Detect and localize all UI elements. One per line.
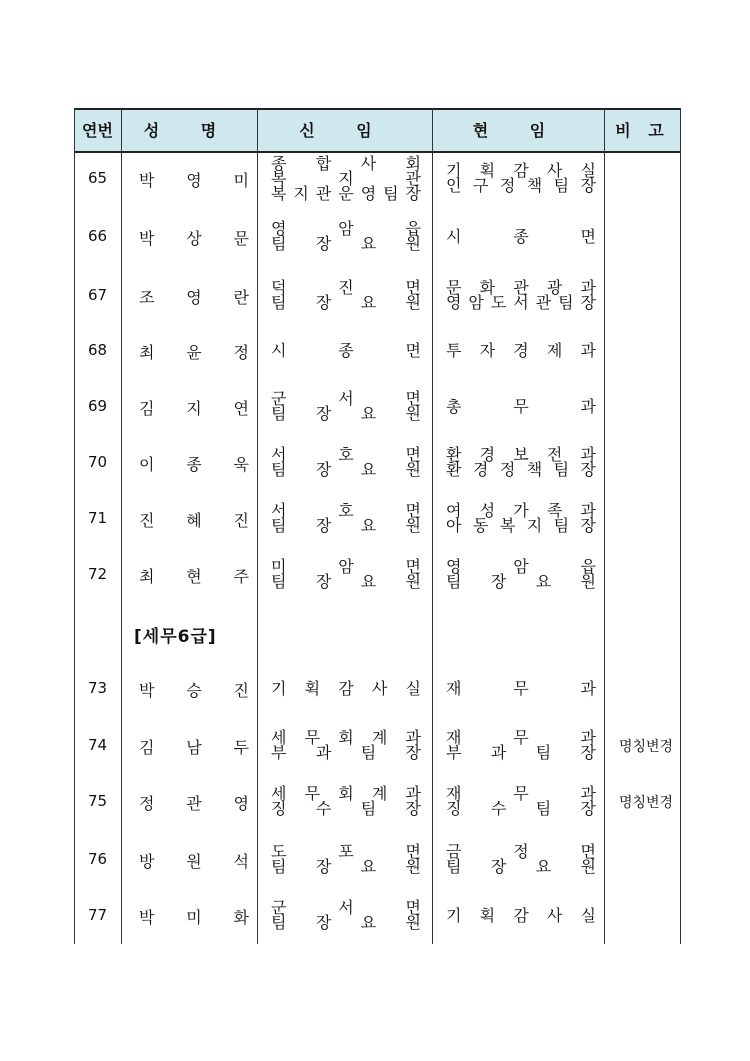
position-line: 기 획 감 사 실 bbox=[446, 161, 596, 180]
header-note: 비 고 bbox=[615, 121, 670, 140]
position-line: 세 무 회 계 과 bbox=[271, 784, 421, 803]
section-label: [세무6급] bbox=[134, 627, 217, 647]
position-line: 군 서 면 bbox=[271, 898, 421, 917]
position-line: 팀 장 요 원 bbox=[446, 857, 596, 876]
position-line: 영 암 읍 bbox=[271, 219, 421, 238]
col-line bbox=[432, 108, 433, 944]
row-number: 65 bbox=[87, 169, 108, 187]
current-position bbox=[446, 163, 596, 193]
row-number: 77 bbox=[87, 906, 108, 924]
header-border bbox=[74, 151, 681, 153]
position-line: 인 구 정 책 팀 장 bbox=[446, 176, 596, 195]
position-line: 영 암 읍 bbox=[446, 557, 596, 576]
col-line bbox=[680, 108, 681, 944]
new-position bbox=[271, 730, 421, 760]
current-position bbox=[446, 396, 596, 416]
position-line: 팀 장 요 원 bbox=[271, 572, 421, 591]
position-line: 세 무 회 계 과 bbox=[271, 728, 421, 747]
row-number: 68 bbox=[87, 341, 108, 359]
row-number: 70 bbox=[87, 453, 108, 471]
new-position bbox=[271, 844, 421, 874]
row-number: 75 bbox=[87, 792, 108, 810]
position-line: 종 합 사 회 bbox=[271, 153, 421, 173]
position-line: 영 암 도 서 관 팀 장 bbox=[446, 293, 596, 312]
current-position bbox=[446, 340, 596, 360]
position-line: 팀 장 요 원 bbox=[446, 572, 596, 591]
current-position bbox=[446, 905, 596, 925]
new-position bbox=[271, 503, 421, 533]
personnel-table bbox=[74, 108, 681, 944]
position-line: 덕 진 면 bbox=[271, 278, 421, 297]
position-line: 시 종 면 bbox=[271, 340, 421, 360]
position-line: 총 무 과 bbox=[446, 396, 596, 416]
position-line: 복 지 관 bbox=[271, 168, 421, 188]
row-number: 72 bbox=[87, 565, 108, 583]
position-line: 재 무 과 bbox=[446, 678, 596, 698]
person-name: 이 종 욱 bbox=[139, 455, 249, 474]
new-position bbox=[271, 153, 421, 203]
new-position bbox=[271, 391, 421, 421]
position-line: 징 수 팀 장 bbox=[271, 799, 421, 818]
new-position bbox=[271, 340, 421, 360]
current-position bbox=[446, 844, 596, 874]
position-line: 팀 장 요 원 bbox=[271, 234, 421, 253]
person-name: 진 혜 진 bbox=[139, 511, 249, 530]
current-position bbox=[446, 503, 596, 533]
position-line: 미 암 면 bbox=[271, 557, 421, 576]
new-position bbox=[271, 280, 421, 310]
row-number: 67 bbox=[87, 286, 108, 304]
row-number: 73 bbox=[87, 679, 108, 697]
position-line: 재 무 과 bbox=[446, 784, 596, 803]
current-position bbox=[446, 280, 596, 310]
header-num: 연번 bbox=[82, 121, 113, 140]
new-position bbox=[271, 900, 421, 930]
new-position bbox=[271, 221, 421, 251]
position-line: 기 획 감 사 실 bbox=[446, 905, 596, 925]
position-line: 복 지 관 운 영 팀 장 bbox=[271, 183, 421, 203]
position-line: 문 화 관 광 과 bbox=[446, 278, 596, 297]
person-name: 최 현 주 bbox=[139, 567, 249, 586]
position-line: 팀 장 요 원 bbox=[271, 516, 421, 535]
person-name: 방 원 석 bbox=[139, 852, 249, 871]
position-line: 기 획 감 사 실 bbox=[271, 678, 421, 698]
position-line: 팀 장 요 원 bbox=[271, 857, 421, 876]
new-position bbox=[271, 786, 421, 816]
position-line: 투 자 경 제 과 bbox=[446, 340, 596, 360]
current-position bbox=[446, 786, 596, 816]
person-name: 조 영 란 bbox=[139, 288, 249, 307]
position-line: 아 동 복 지 팀 장 bbox=[446, 516, 596, 535]
current-position bbox=[446, 447, 596, 477]
person-name: 박 승 진 bbox=[139, 681, 249, 700]
position-line: 서 호 면 bbox=[271, 501, 421, 520]
new-position bbox=[271, 447, 421, 477]
header-current: 현 임 bbox=[472, 121, 564, 140]
person-name: 김 지 연 bbox=[139, 399, 249, 418]
position-line: 환 경 보 전 과 bbox=[446, 445, 596, 464]
top-border bbox=[74, 108, 681, 110]
person-name: 박 영 미 bbox=[139, 171, 249, 190]
position-line: 도 포 면 bbox=[271, 842, 421, 861]
current-position bbox=[446, 226, 596, 246]
col-line bbox=[257, 108, 258, 944]
remark: 명칭변경 bbox=[618, 739, 674, 755]
person-name: 정 관 영 bbox=[139, 794, 249, 813]
position-line: 재 무 과 bbox=[446, 728, 596, 747]
remark: 명칭변경 bbox=[618, 795, 674, 811]
new-position bbox=[271, 678, 421, 698]
position-line: 팀 장 요 원 bbox=[271, 460, 421, 479]
header-name: 성 명 bbox=[143, 121, 235, 140]
row-number: 74 bbox=[87, 736, 108, 754]
row-number: 69 bbox=[87, 397, 108, 415]
table-header bbox=[74, 108, 681, 151]
position-line: 팀 장 요 원 bbox=[271, 913, 421, 932]
position-line: 여 성 가 족 과 bbox=[446, 501, 596, 520]
position-line: 부 과 팀 장 bbox=[271, 743, 421, 762]
position-line: 시 종 면 bbox=[446, 226, 596, 246]
position-line: 환 경 정 책 팀 장 bbox=[446, 460, 596, 479]
position-line: 금 정 면 bbox=[446, 842, 596, 861]
row-number: 71 bbox=[87, 509, 108, 527]
col-line bbox=[121, 108, 122, 944]
person-name: 최 윤 정 bbox=[139, 343, 249, 362]
current-position bbox=[446, 559, 596, 589]
position-line: 서 호 면 bbox=[271, 445, 421, 464]
person-name: 박 상 문 bbox=[139, 229, 249, 248]
col-line bbox=[604, 108, 605, 944]
person-name: 김 남 두 bbox=[139, 738, 249, 757]
position-line: 팀 장 요 원 bbox=[271, 404, 421, 423]
position-line: 팀 장 요 원 bbox=[271, 293, 421, 312]
position-line: 징 수 팀 장 bbox=[446, 799, 596, 818]
current-position bbox=[446, 730, 596, 760]
header-new: 신 임 bbox=[299, 121, 390, 140]
current-position bbox=[446, 678, 596, 698]
position-line: 군 서 면 bbox=[271, 389, 421, 408]
position-line: 부 과 팀 장 bbox=[446, 743, 596, 762]
row-number: 66 bbox=[87, 227, 108, 245]
new-position bbox=[271, 559, 421, 589]
person-name: 박 미 화 bbox=[139, 908, 249, 927]
row-number: 76 bbox=[87, 850, 108, 868]
